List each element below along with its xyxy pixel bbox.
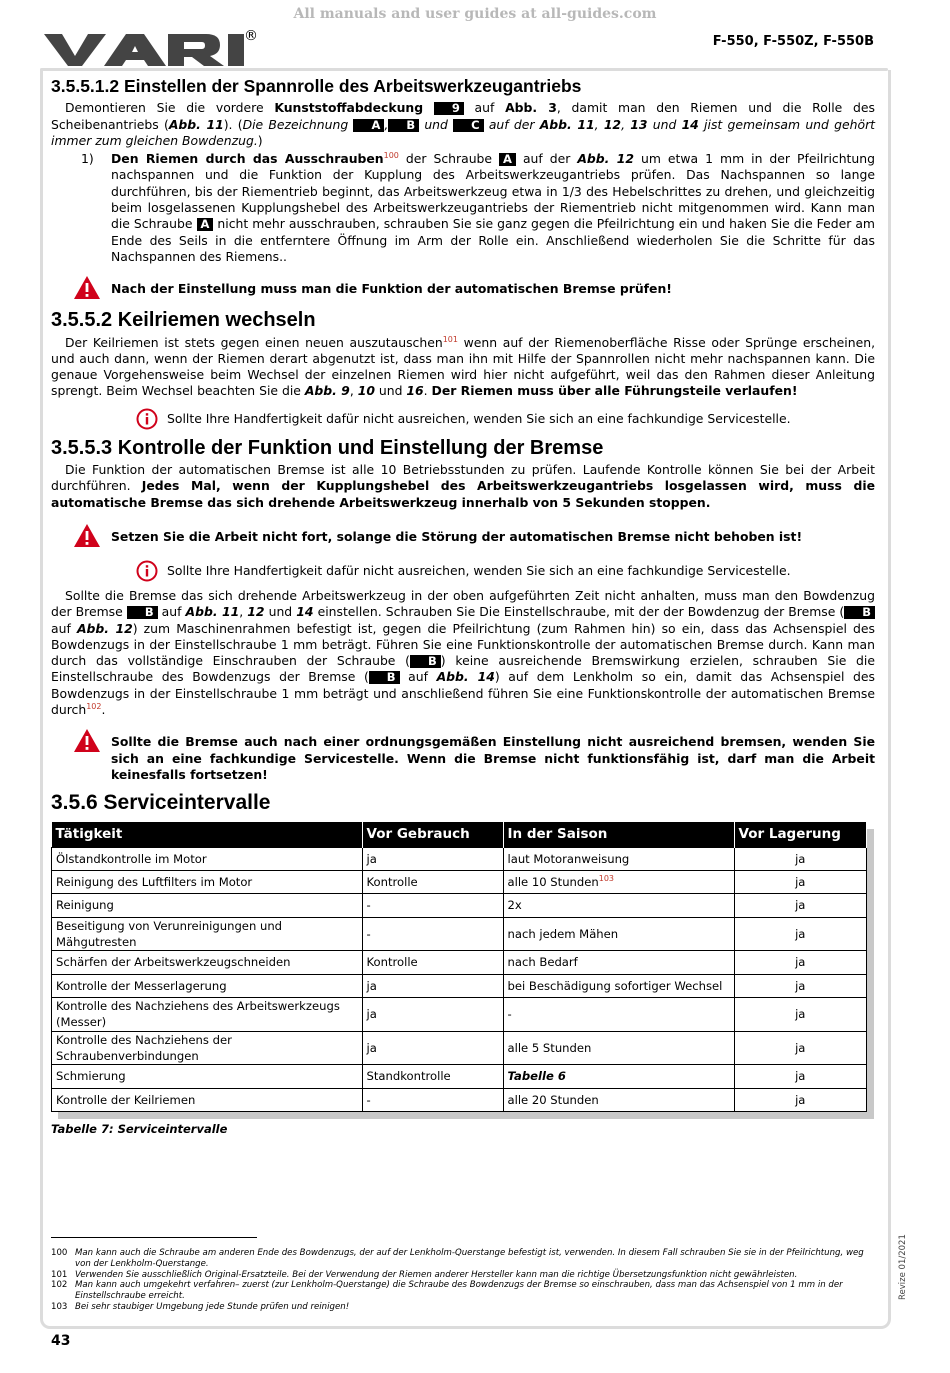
info-icon (136, 560, 158, 582)
paragraph-bowdenzug: Sollte die Bremse das sich drehende Arbeitswerkzeug in der oben aufgeführten Zeit nicht anhalten, muss man den Bowdenzug der Bremse B auf Abb. 11, 12 und 14 einstellen. Schrauben Sie Die Einstellschraube, mit der der Bowdenzug der Bremse ( B auf Abb. 12) zum Maschinenrahmen befestigt ist, gegen die Pfeilrichtung (zum Rahmen hin) so ein, dass das Achsenspiel des Bowdenzugs in der Einstellschraube 1 mm beträgt. Führen Sie eine Funktionskontrolle der automatischen Bremse durch. Kann man durch das vollständige Einschrauben der Schraube ( B ) keine ausreichende Bremswirkung erzielen, schrauben Sie die Einstellschraube des Bowdenzugs der Bremse ( B auf Abb. 14) auf dem Lenkholm so ein, damit das Achsenspiel des Bowdenzugs in der Einstellschraube 1 mm beträgt und anschließend führen Sie eine Funktionskontrolle der automatischen Bremse durch$^{102}$. (51, 587, 876, 718)
label-a: A (353, 119, 384, 132)
vari-logo (44, 30, 259, 72)
list-item-1: 1) Den Riemen durch das Ausschrauben$^{100}$ der Schraube A auf der Abb. 12 um etwa 1 mm in der Pfeilrichtung nachspannen und die Funktion der Kupplung des Arbeitswerkzeugantriebs prüfen. Das Nachspannen so lange durchführen, bis der Riementrieb beginnt, das Arbeitswerkzeug etwa in 1/3 des Hebelschrittes zu drehen, und gleichzeitig beim losgelassenen Kupplungshebel des Arbeitswerkzeugantriebs der Riementrieb nicht mitgenommen wird. Kann man die Schraube A nicht mehr ausschrauben, schrauben Sie sie ganz gegen die Pfeilrichtung ein und haken Sie die Feder am Ende des Seils in die entferntere Öffnung im Arm der Rolle ein. Anschließend wiederholen Sie die Schritte für das Nachspannen des Riemens.. (81, 151, 875, 264)
heading-3-5-6: 3.5.6 Serviceintervalle (51, 791, 271, 815)
revision-label: Revize 01/2021 (898, 1234, 908, 1300)
info-note: Sollte Ihre Handfertigkeit dafür nicht ausreichen, wenden Sie sich an eine fachkundige Servicestelle. (136, 408, 875, 430)
column-header: Vor Gebrauch (362, 822, 503, 848)
footnotes (51, 1248, 871, 1313)
table-row: Reinigung - 2x ja (52, 894, 867, 917)
paragraph-intro: Demontieren Sie die vordere Kunststoffabdeckung 9 auf Abb. 3, damit man den Riemen und die Rolle des Scheibenantriebs (Abb. 11). (Die Bezeichnung A , B und C auf der Abb. 11, 12, 13 und 14 jist gemeinsam und gehört immer zum gleichen Bowdenzug.) (51, 100, 876, 148)
label-b: B (127, 606, 158, 619)
table-row: Schmierung Standkontrolle Tabelle 6 ja (52, 1065, 867, 1088)
page-number: 43 (51, 1333, 71, 1349)
table-header-row (52, 822, 867, 848)
label-b: B (844, 606, 875, 619)
warning-icon (73, 523, 101, 548)
footnote-separator (51, 1237, 257, 1238)
column-header: In der Saison (503, 822, 734, 848)
heading-3-5-5-1-2: 3.5.5.1.2 Einstellen der Spannrolle des Arbeitswerkzeugantriebs (51, 76, 582, 96)
paragraph-bremse: Die Funktion der automatischen Bremse ist alle 10 Betriebsstunden zu prüfen. Laufende Kontrolle können Sie bei der Arbeit durchführen. Jedes Mal, wenn der Kupplungshebel des Arbeitswerkzeugantriebs losgelassen wird, muss die automatische Bremse das sich drehende Arbeitswerkzeug innerhalb von 5 Sekunden stoppen. (51, 462, 875, 510)
label-9: 9 (434, 102, 464, 115)
label-b: B (369, 671, 400, 684)
info-icon (136, 408, 158, 430)
paragraph-keilriemen: Der Keilriemen ist stets gegen einen neuen auszutauschen$^{101}$ wenn auf der Riemenoberfläche Risse oder Sprünge erscheinen, und auch dann, wenn der Riemen derart abgenutzt ist, dass man ihn mit Hilfe der Spannrollen nicht mehr nachspannen kann. Die genaue Vorgehensweise beim Wechsel der einzelnen Riemen wird hier nicht aufgeführt, weil das den Rahmen dieser Anleitung sprengt. Beim Wechsel beachten Sie die Abb. 9, 10 und 16. Der Riemen muss über alle Führungsteile verlaufen! (51, 334, 876, 399)
table-row: Kontrolle des Nachziehens des Arbeitswerkzeugs (Messer) ja - ja (52, 998, 867, 1032)
content (51, 74, 875, 1137)
info-note: Sollte Ihre Handfertigkeit dafür nicht ausreichen, wenden Sie sich an eine fachkundige Servicestelle. (136, 560, 875, 582)
table-row: Kontrolle der Messerlagerung ja bei Beschädigung sofortiger Wechsel ja (52, 974, 867, 997)
label-a: A (499, 153, 516, 166)
footnote: 100 Man kann auch die Schraube am anderen Ende des Bowdenzugs, der auf der Lenkholm-Querstange befestigt ist, verwenden. In diesem Fall schrauben Sie sie in der Pfeilrichtung, weg von der Lenkholm-Querstange. (51, 1248, 864, 1269)
label-b: B (410, 655, 441, 668)
warning-note: Sollte die Bremse auch nach einer ordnungsgemäßen Einstellung nicht ausreichend bremsen, wenden Sie sich an eine fachkundige Servicestelle. Wenn die Bremse nicht funktionsfähig ist, darf man die Arbeit keinesfalls fortsetzen! (73, 734, 875, 783)
table-row: Kontrolle der Keilriemen - alle 20 Stunden ja (52, 1088, 867, 1111)
label-b: B (388, 119, 419, 132)
warning-icon (73, 275, 101, 300)
warning-note: Nach der Einstellung muss man die Funktion der automatischen Bremse prüfen! (73, 281, 875, 300)
model-designation: F-550, F-550Z, F-550B (712, 34, 874, 49)
table-caption: Tabelle 7: Serviceintervalle (51, 1122, 228, 1137)
footnote: 103 Bei sehr staubiger Umgebung jede Stunde prüfen und reinigen! (51, 1301, 350, 1312)
table-row: Schärfen der Arbeitswerkzeugschneiden Kontrolle nach Bedarf ja (52, 951, 867, 974)
heading-3-5-5-3: 3.5.5.3 Kontrolle der Funktion und Einstellung der Bremse (51, 436, 604, 459)
footnote: 102 Man kann auch umgekehrt verfahren– zuerst (zur Lenkholm-Querstange) die Schraube des Bowdenzugs der Bremse so einschrauben, dass man das Achsenspiel von 1 mm in der Einstellschraube erreicht. (51, 1280, 843, 1302)
column-header: Vor Lagerung (734, 822, 867, 848)
warning-note: Setzen Sie die Arbeit nicht fort, solange die Störung der automatischen Bremse nicht behoben ist! (73, 529, 875, 548)
service-intervals-table (51, 822, 867, 1113)
warning-icon (73, 728, 101, 753)
column-header: Tätigkeit (52, 822, 363, 848)
footnote: 101 Verwenden Sie ausschließlich Original-Ersatzteile. Bei der Verwendung der Riemen anderer Hersteller kann man die richtige Übersetzungsfunktion nicht gewährleisten. (51, 1269, 798, 1280)
watermark: All manuals and user guides at all-guides.com (293, 6, 657, 22)
heading-3-5-5-2: 3.5.5.2 Keilriemen wechseln (51, 309, 316, 332)
label-a: A (197, 218, 214, 231)
table-row: Ölstandkontrolle im Motor ja laut Motoranweisung ja (52, 847, 867, 870)
registered-mark: ® (244, 28, 258, 44)
table-row: Reinigung des Luftfilters im Motor Kontrolle alle 10 Stunden$^{103}$ ja (52, 870, 867, 893)
label-c: C (453, 119, 483, 132)
table-row: Kontrolle des Nachziehens der Schraubenverbindungen ja alle 5 Stunden ja (52, 1031, 867, 1065)
table-row: Beseitigung von Verunreinigungen und Mähgutresten - nach jedem Mähen ja (52, 917, 867, 951)
